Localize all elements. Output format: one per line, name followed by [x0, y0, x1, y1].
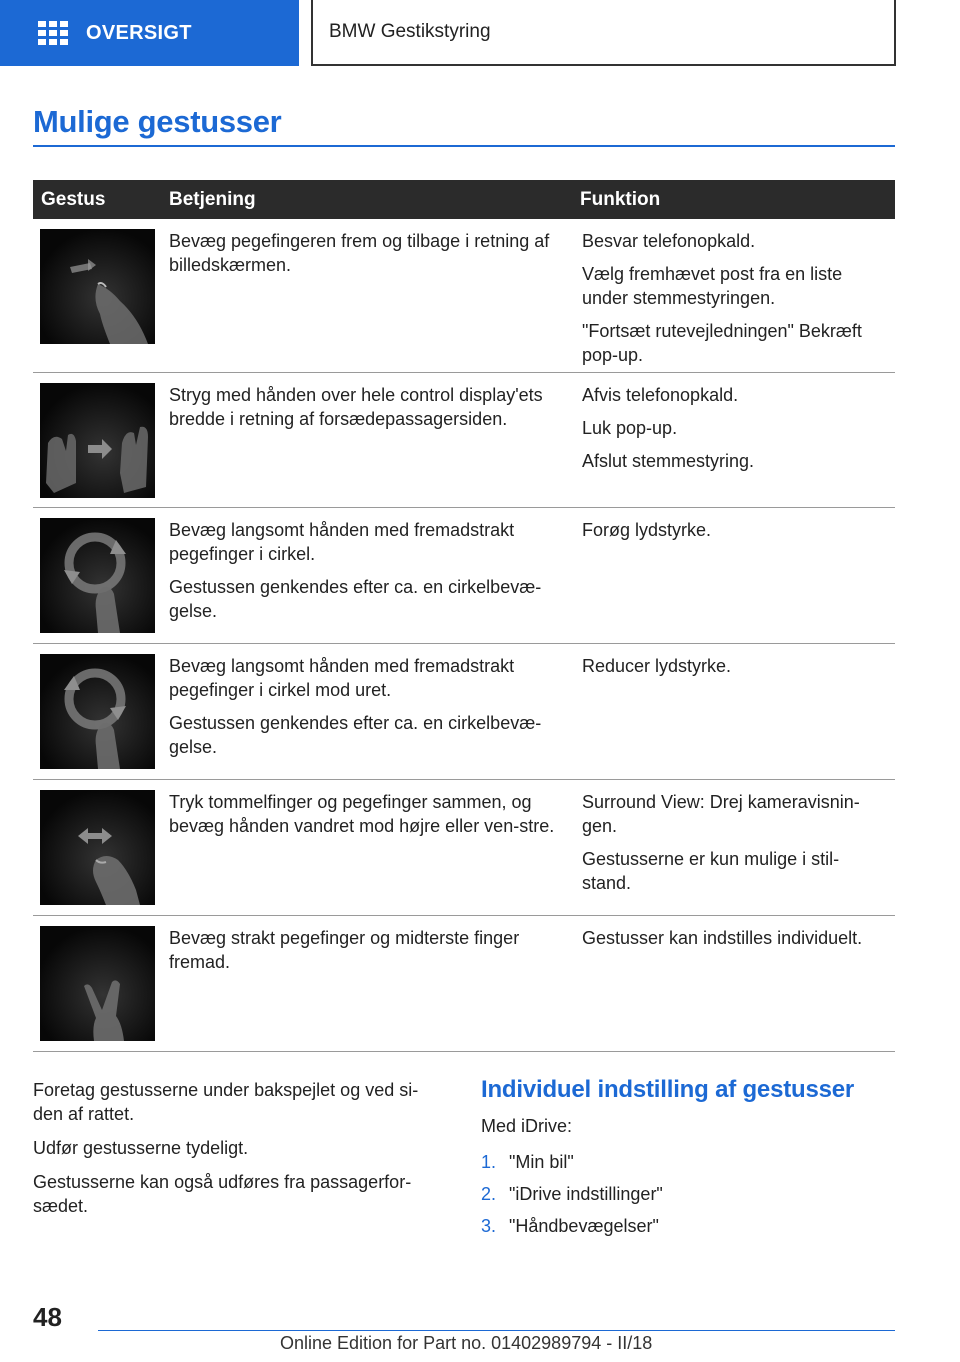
function-text: Afslut stemmestyring. [582, 451, 755, 471]
operation-cell [169, 373, 580, 507]
function-text: Surround View: Drej kameravisnin-gen. [582, 792, 860, 836]
table-row [33, 644, 895, 780]
operation-cell [169, 219, 580, 372]
operation-text: Gestussen genkendes efter ca. en cirkelbevæ-gelse. [169, 577, 542, 621]
section-intro: Med iDrive: [481, 1116, 573, 1136]
operation-text: Tryk tommelfinger og pegefinger sammen, og bevæg hånden vandret mod højre eller ven-stre. [169, 792, 555, 836]
two-finger-forward-icon [40, 926, 155, 1041]
function-text: Luk pop-up. [582, 418, 678, 438]
table-row [33, 780, 895, 916]
individual-settings-section [481, 1076, 901, 1246]
gesture-image-cell [33, 916, 169, 1051]
operation-text: Stryg med hånden over hele control display'ets bredde i retning af forsædepassagersiden. [169, 385, 543, 429]
list-item [481, 1150, 901, 1174]
gesture-table [33, 180, 895, 1052]
function-text: Reducer lydstyrke. [582, 656, 732, 676]
gesture-image-cell [33, 508, 169, 643]
section-title: Individuel indstilling af gestusser [481, 1076, 855, 1103]
table-row [33, 508, 895, 644]
operation-cell [169, 508, 580, 643]
function-cell [580, 373, 895, 507]
function-cell [580, 644, 895, 779]
gesture-image-cell [33, 644, 169, 779]
gesture-image-cell [33, 373, 169, 507]
hand-swipe-sideways-icon [40, 383, 155, 498]
operation-cell [169, 916, 580, 1051]
header [0, 0, 960, 66]
note-text: Udfør gestusserne tydeligt. [33, 1138, 249, 1158]
column-header-gestus: Gestus [41, 188, 106, 210]
function-cell [580, 219, 895, 372]
operation-text: Gestussen genkendes efter ca. en cirkelbevæ-gelse. [169, 713, 542, 757]
function-text: Besvar telefonopkald. [582, 231, 756, 251]
step-number: 2. [481, 1184, 497, 1204]
function-text: Vælg fremhævet post fra en liste under stemmestyringen. [582, 264, 843, 308]
column-header-funktion: Funktion [580, 188, 661, 210]
function-text: Forøg lydstyrke. [582, 520, 712, 540]
function-cell [580, 780, 895, 915]
finger-circle-counterclockwise-icon [40, 654, 155, 769]
operation-text: Bevæg langsomt hånden med fremadstrakt pegefinger i cirkel. [169, 520, 515, 564]
finger-circle-clockwise-icon [40, 518, 155, 633]
operation-cell [169, 644, 580, 779]
note-text: Gestusserne kan også udføres fra passagerfor-sædet. [33, 1172, 412, 1216]
edition-text: Online Edition for Part no. 01402989794 - II/18 [280, 1333, 653, 1353]
function-cell [580, 916, 895, 1051]
table-row [33, 373, 895, 508]
function-text: Afvis telefonopkald. [582, 385, 739, 405]
operation-text: Bevæg strakt pegefinger og midterste finger fremad. [169, 928, 520, 972]
step-text: "iDrive indstillinger" [509, 1184, 663, 1204]
operation-text: Bevæg langsomt hånden med fremadstrakt pegefinger i cirkel mod uret. [169, 656, 515, 700]
table-row [33, 219, 895, 373]
finger-swipe-forward-back-icon [40, 229, 155, 344]
note-text: Foretag gestusserne under bakspejlet og ved si-den af rattet. [33, 1080, 419, 1124]
step-text: "Håndbevægelser" [509, 1216, 659, 1236]
table-header [33, 180, 895, 219]
pinch-move-sideways-icon [40, 790, 155, 905]
list-item [481, 1182, 901, 1206]
breadcrumb[interactable]: BMW Gestikstyring [311, 0, 896, 66]
operation-cell [169, 780, 580, 915]
step-text: "Min bil" [509, 1152, 574, 1172]
usage-notes [33, 1078, 443, 1228]
overview-tab[interactable] [0, 0, 299, 66]
page-number: 48 [33, 1302, 62, 1332]
footer-divider [98, 1330, 895, 1331]
gesture-image-cell [33, 219, 169, 372]
gesture-image-cell [33, 780, 169, 915]
overview-tab-label: OVERSIGT [86, 21, 192, 44]
page-title: Mulige gestusser [33, 104, 282, 139]
step-number: 3. [481, 1216, 497, 1236]
list-item [481, 1214, 901, 1238]
function-cell [580, 508, 895, 643]
function-text: "Fortsæt rutevejledningen" Bekræft pop-up. [582, 321, 862, 365]
column-header-betjening: Betjening [169, 188, 256, 210]
grid-menu-icon [38, 21, 68, 45]
function-text: Gestusserne er kun mulige i stil-stand. [582, 849, 840, 893]
steps-list [481, 1150, 901, 1238]
function-text: Gestusser kan indstilles individuelt. [582, 928, 863, 948]
step-number: 1. [481, 1152, 497, 1172]
title-divider [33, 145, 895, 147]
operation-text: Bevæg pegefingeren frem og tilbage i retning af billedskærmen. [169, 231, 550, 275]
table-row [33, 916, 895, 1052]
